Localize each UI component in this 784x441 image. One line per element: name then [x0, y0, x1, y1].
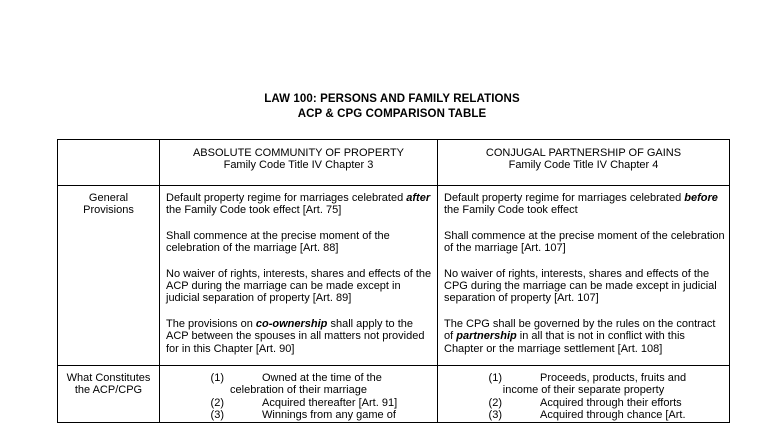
cpg-default-regime: Default property regime for marriages celebrated before the Family Code took effect	[444, 192, 718, 217]
row-label-line: Provisions	[83, 204, 134, 217]
list-item: (2) Acquired thereafter [Art. 91]	[210, 396, 398, 409]
header-acp-source: Family Code Title IV Chapter 3	[223, 159, 374, 172]
row-label-general	[58, 186, 160, 366]
row-label-line: What Constitutes	[66, 372, 151, 385]
list-item-continuation: income of their separate property	[502, 384, 665, 397]
list-item: (2) Acquired through their efforts	[488, 396, 682, 409]
general-cpg-cell	[438, 186, 730, 366]
acp-co-ownership: The provisions on co-ownership shall apply to the ACP between the spouses in all matters not provided for in this Chapter [Art. 90]	[166, 317, 425, 355]
acp-default-regime: Default property regime for marriages celebrated after the Family Code took effect [Art. 75]	[166, 192, 431, 217]
cpg-commencement: Shall commence at the precise moment of the celebration of the marriage [Art. 107]	[444, 229, 725, 255]
acp-no-waiver: No waiver of rights, interests, shares and effects of the ACP during the marriage can be made except in judicial separation of property [Art. 89]	[166, 267, 432, 305]
list-item: (3) Winnings from any game of	[210, 409, 396, 422]
cpg-partnership: The CPG shall be governed by the rules on the contract of partnership in all that is not in conflict with this Chapter or the marriage settlement [Art. 108]	[444, 317, 716, 355]
row-label-constitutes	[58, 366, 160, 423]
header-cpg-title: CONJUGAL PARTNERSHIP OF GAINS	[485, 147, 682, 159]
header-empty-cell	[58, 140, 160, 186]
document-subtitle: ACP & CPG COMPARISON TABLE	[297, 108, 487, 120]
list-item: (1) Owned at the time of the	[210, 372, 382, 385]
document-title: LAW 100: PERSONS AND FAMILY RELATIONS	[264, 93, 520, 105]
header-row	[58, 140, 730, 186]
row-label-line: General	[88, 192, 129, 204]
constitutes-acp-cell	[160, 366, 438, 423]
header-acp-title: ABSOLUTE COMMUNITY OF PROPERTY	[192, 147, 405, 159]
list-item-continuation: celebration of their marriage	[230, 384, 367, 397]
comparison-table	[57, 139, 730, 423]
row-label-line: the ACP/CPG	[74, 384, 143, 397]
header-cpg	[438, 140, 730, 186]
table-row-general	[58, 186, 730, 366]
table-row-constitutes	[58, 366, 730, 423]
header-acp	[160, 140, 438, 186]
constitutes-cpg-cell	[438, 366, 730, 423]
list-item: (3) Acquired through chance [Art.	[488, 409, 686, 422]
list-item: (1) Proceeds, products, fruits and	[488, 372, 687, 385]
cpg-no-waiver: No waiver of rights, interests, shares and effects of the CPG during the marriage can be made except in judicial separation of property [Art. 107]	[444, 267, 717, 305]
acp-commencement: Shall commence at the precise moment of the celebration of the marriage [Art. 88]	[166, 229, 390, 255]
general-acp-cell	[160, 186, 438, 366]
header-cpg-source: Family Code Title IV Chapter 4	[508, 159, 659, 172]
